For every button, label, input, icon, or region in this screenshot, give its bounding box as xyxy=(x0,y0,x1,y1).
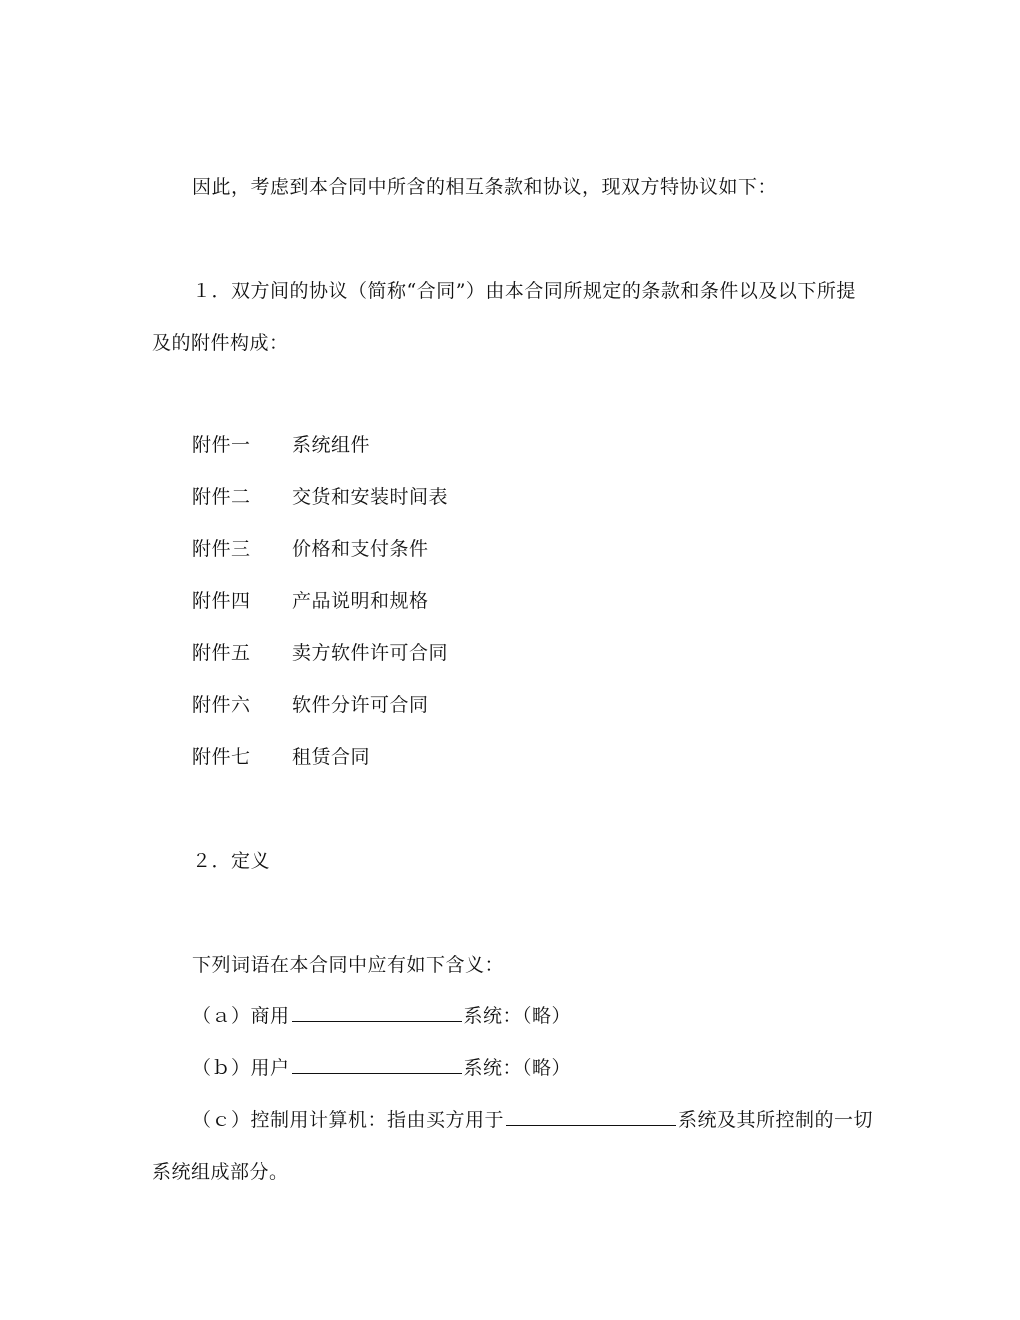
intro-paragraph: 因此，考虑到本合同中所含的相互条款和协议，现双方特协议如下： xyxy=(192,176,778,198)
annex-item xyxy=(192,588,429,614)
annex-label: 附件四 xyxy=(192,590,251,612)
annex-name: 租赁合同 xyxy=(292,746,371,768)
definition-prefix: （ａ）商用 xyxy=(192,1005,290,1027)
annex-item xyxy=(192,744,371,770)
clause-2-heading: ２．定义 xyxy=(192,850,271,872)
fill-in-blank xyxy=(292,1055,462,1074)
definitions-lead: 下列词语在本合同中应有如下含义： xyxy=(192,954,505,976)
annex-label: 附件七 xyxy=(192,746,251,768)
annex-item xyxy=(192,432,371,458)
annex-item xyxy=(192,692,429,718)
annex-label: 附件六 xyxy=(192,694,251,716)
annex-label: 附件三 xyxy=(192,538,251,560)
annex-name: 交货和安装时间表 xyxy=(292,486,449,508)
fill-in-blank xyxy=(292,1003,462,1022)
fill-in-blank xyxy=(506,1107,676,1126)
annex-name: 价格和支付条件 xyxy=(292,538,429,560)
annex-item xyxy=(192,640,449,666)
annex-label: 附件二 xyxy=(192,486,251,508)
definition-item-a xyxy=(192,1003,571,1029)
definition-prefix: （ｃ）控制用计算机：指由买方用于 xyxy=(192,1109,505,1131)
annex-name: 系统组件 xyxy=(292,434,371,456)
annex-label: 附件一 xyxy=(192,434,251,456)
definition-suffix: 系统及其所控制的一切 xyxy=(678,1109,874,1131)
definition-item-b xyxy=(192,1055,571,1081)
definition-item-c-continued: 系统组成部分。 xyxy=(152,1161,289,1183)
annex-name: 卖方软件许可合同 xyxy=(292,642,449,664)
annex-label: 附件五 xyxy=(192,642,251,664)
annex-item xyxy=(192,484,449,510)
annex-item xyxy=(192,536,429,562)
annex-name: 产品说明和规格 xyxy=(292,590,429,612)
definition-item-c xyxy=(192,1107,873,1133)
definition-prefix: （ｂ）用户 xyxy=(192,1057,290,1079)
clause-1-line-1: １．双方间的协议（简称“合同”）由本合同所规定的条款和条件以及以下所提 xyxy=(192,280,856,302)
clause-1-line-2: 及的附件构成： xyxy=(152,332,289,354)
definition-suffix: 系统：（略） xyxy=(463,1057,572,1079)
annex-name: 软件分许可合同 xyxy=(292,694,429,716)
definition-suffix: 系统：（略） xyxy=(463,1005,572,1027)
